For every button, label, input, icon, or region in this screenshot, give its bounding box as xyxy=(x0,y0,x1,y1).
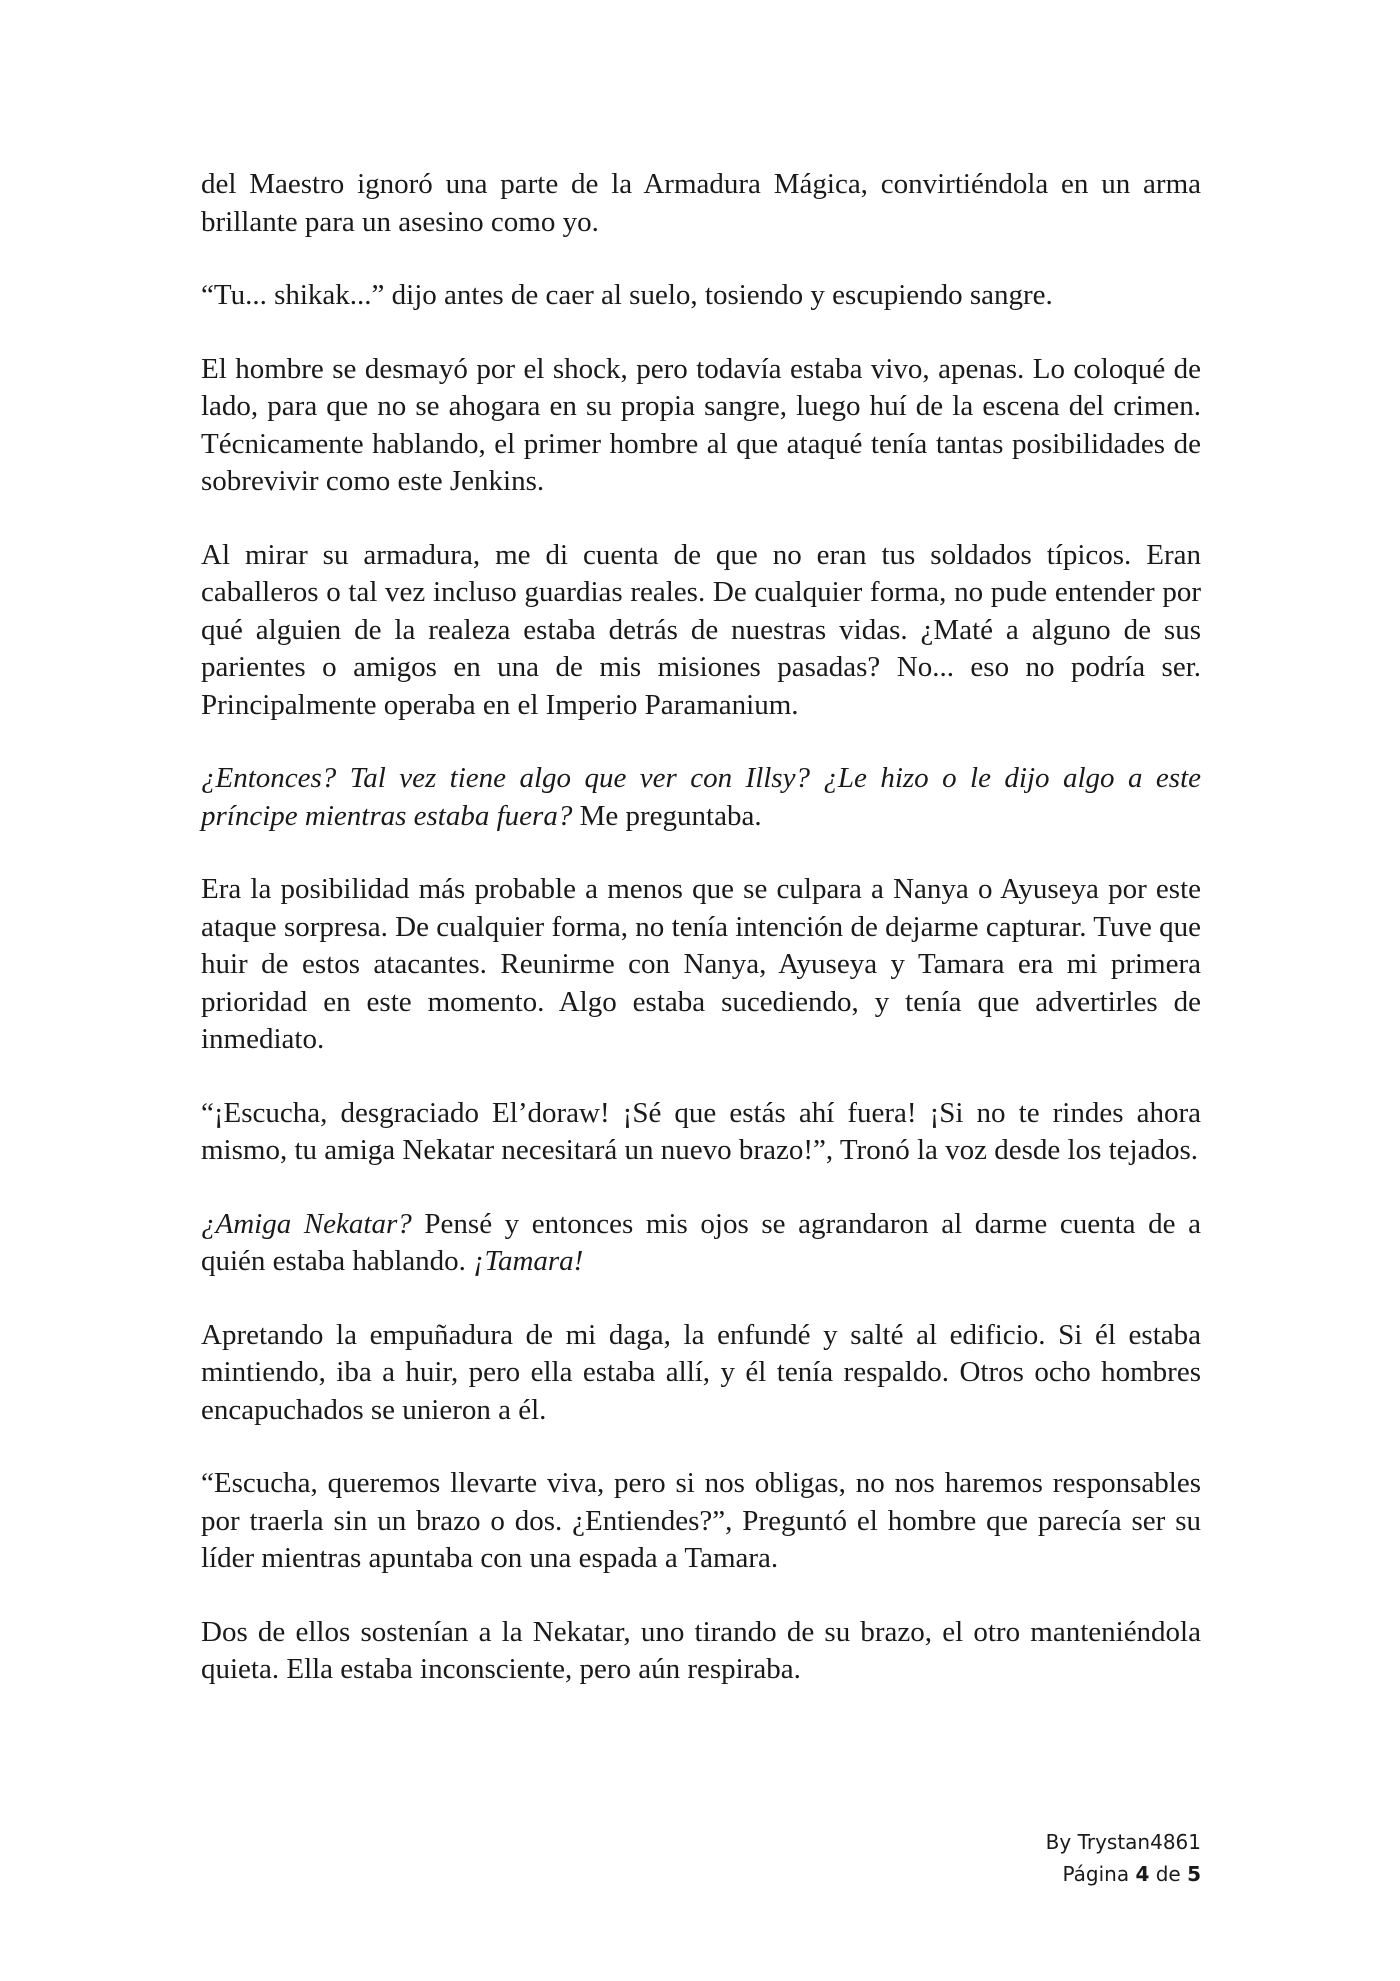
italic-thought: ¿Entonces? Tal vez tiene algo que ver con Illsy? ¿Le hizo o le dijo algo a este príncipe mientras estaba fuera? xyxy=(201,762,1201,832)
paragraph: Dos de ellos sostenían a la Nekatar, uno tirando de su brazo, el otro manteniéndola quieta. Ella estaba inconsciente, pero aún respiraba. xyxy=(201,1615,1201,1685)
page-number xyxy=(1046,1858,1201,1890)
author-credit: By Trystan4861 xyxy=(1045,1830,1201,1854)
page-footer xyxy=(1046,1826,1201,1890)
page-of: de xyxy=(1149,1862,1188,1886)
paragraph: “Tu... shikak...” dijo antes de caer al suelo, tosiendo y escupiendo sangre. xyxy=(201,279,1053,311)
paragraph xyxy=(201,760,1201,835)
paragraph: “¡Escucha, desgraciado El’doraw! ¡Sé que estás ahí fuera! ¡Si no te rindes ahora mismo, tu amiga Nekatar necesitará un nuevo brazo!”, Tronó la voz desde los tejados. xyxy=(201,1096,1201,1166)
paragraph: Al mirar su armadura, me di cuenta de que no eran tus soldados típicos. Eran caballeros o tal vez incluso guardias reales. De cualquier forma, no pude entender por qué alguien de la realeza estaba detrás de nuestras vidas. ¿Maté a alguno de sus parientes o amigos en una de mis misiones pasadas? No... eso no podría ser. Principalmente operaba en el Imperio Paramanium. xyxy=(201,538,1201,721)
paragraph: Apretando la empuñadura de mi daga, la enfundé y salté al edificio. Si él estaba mintiendo, iba a huir, pero ella estaba allí, y él tenía respaldo. Otros ocho hombres encapuchados se unieron a él. xyxy=(201,1318,1201,1426)
paragraph: Era la posibilidad más probable a menos que se culpara a Nanya o Ayuseya por este ataque sorpresa. De cualquier forma, no tenía intención de dejarme capturar. Tuve que huir de estos atacantes. Reunirme con Nanya, Ayuseya y Tamara era mi primera prioridad en este momento. Algo estaba sucediendo, y tenía que advertirles de inmediato. xyxy=(201,873,1201,1055)
italic-thought: ¿Amiga Nekatar? xyxy=(201,1207,412,1240)
body-text xyxy=(201,166,1201,1725)
paragraph-text: Pensé y entonces mis ojos se agrandaron al darme cuenta de a quién estaba hablando. xyxy=(201,1207,1201,1277)
page-current: 4 xyxy=(1135,1862,1150,1886)
paragraph: del Maestro ignoró una parte de la Armadura Mágica, convirtiéndola en un arma brillante para un asesino como yo. xyxy=(201,168,1201,238)
paragraph xyxy=(201,1206,1201,1281)
page-total: 5 xyxy=(1187,1862,1201,1886)
page-label: Página xyxy=(1062,1862,1136,1886)
paragraph: “Escucha, queremos llevarte viva, pero si nos obligas, no nos haremos responsables por traerla sin un brazo o dos. ¿Entiendes?”, Preguntó el hombre que parecía ser su líder mientras apuntaba con una espada a Tamara. xyxy=(201,1467,1201,1574)
paragraph-text: Me preguntaba. xyxy=(572,799,762,832)
paragraph: El hombre se desmayó por el shock, pero todavía estaba vivo, apenas. Lo coloqué de lado, para que no se ahogara en su propia sangre, luego huí de la escena del crimen. Técnicamente hablando, el primer hombre al que ataqué tenía tantas posibilidades de sobrevivir como este Jenkins. xyxy=(201,352,1201,497)
italic-thought: ¡Tamara! xyxy=(473,1245,584,1277)
